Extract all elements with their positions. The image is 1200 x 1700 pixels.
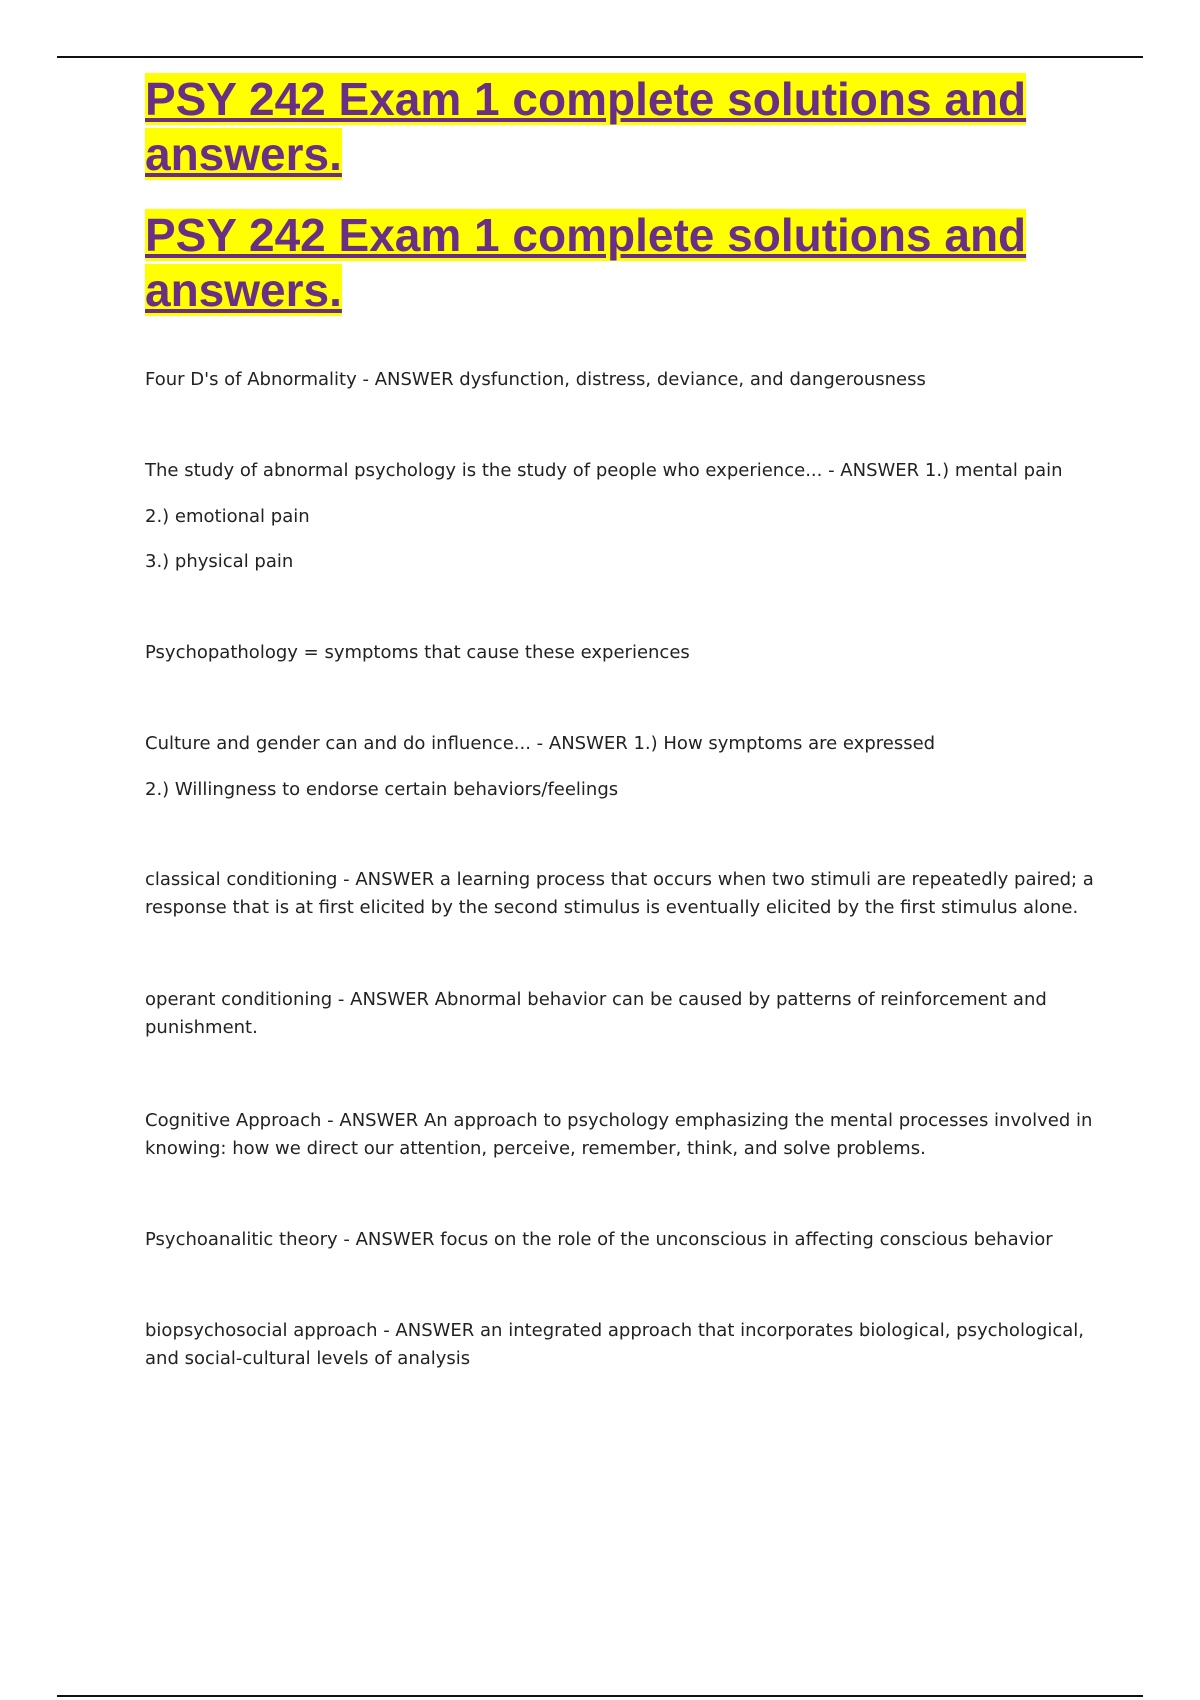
qa-cognitive-approach: Cognitive Approach - ANSWER An approach to psychology emphasizing the mental processes involved in knowing: how we direct our attention, perceive, remember, think, and solve problems. [145,1110,1093,1159]
top-rule [57,56,1143,58]
document-title [145,72,1105,182]
qa-classical-conditioning: classical conditioning - ANSWER a learning process that occurs when two stimuli are repeatedly paired; a response that is at first elicited by the second stimulus is eventually elicited by the first stimulus alone. [145,869,1094,918]
document-title-repeat [145,208,1105,318]
qa-operant-conditioning: operant conditioning - ANSWER Abnormal behavior can be caused by patterns of reinforcement and punishment. [145,989,1047,1038]
qa-four-ds: Four D's of Abnormality - ANSWER dysfunction, distress, deviance, and dangerousness [145,369,926,390]
note-psychopathology: Psychopathology = symptoms that cause these experiences [145,642,690,663]
title-highlight: PSY 242 Exam 1 complete solutions and answers. [145,209,1027,316]
answer-list-item: 3.) physical pain [145,551,294,572]
title-highlight: PSY 242 Exam 1 complete solutions and answers. [145,73,1027,180]
qa-abnormal-psychology-study: The study of abnormal psychology is the study of people who experience... - ANSWER 1.) mental pain [145,460,1063,481]
qa-culture-gender: Culture and gender can and do influence... - ANSWER 1.) How symptoms are expressed [145,733,936,754]
answer-list-item: 2.) emotional pain [145,506,310,527]
qa-biopsychosocial-approach: biopsychosocial approach - ANSWER an integrated approach that incorporates biological, psychological, and social-cultural levels of analysis [145,1320,1085,1369]
title-block [145,72,1105,318]
qa-psychoanalitic-theory: Psychoanalitic theory - ANSWER focus on the role of the unconscious in affecting conscious behavior [145,1229,1053,1250]
answer-list-item: 2.) Willingness to endorse certain behaviors/feelings [145,779,619,800]
bottom-rule [57,1695,1143,1697]
